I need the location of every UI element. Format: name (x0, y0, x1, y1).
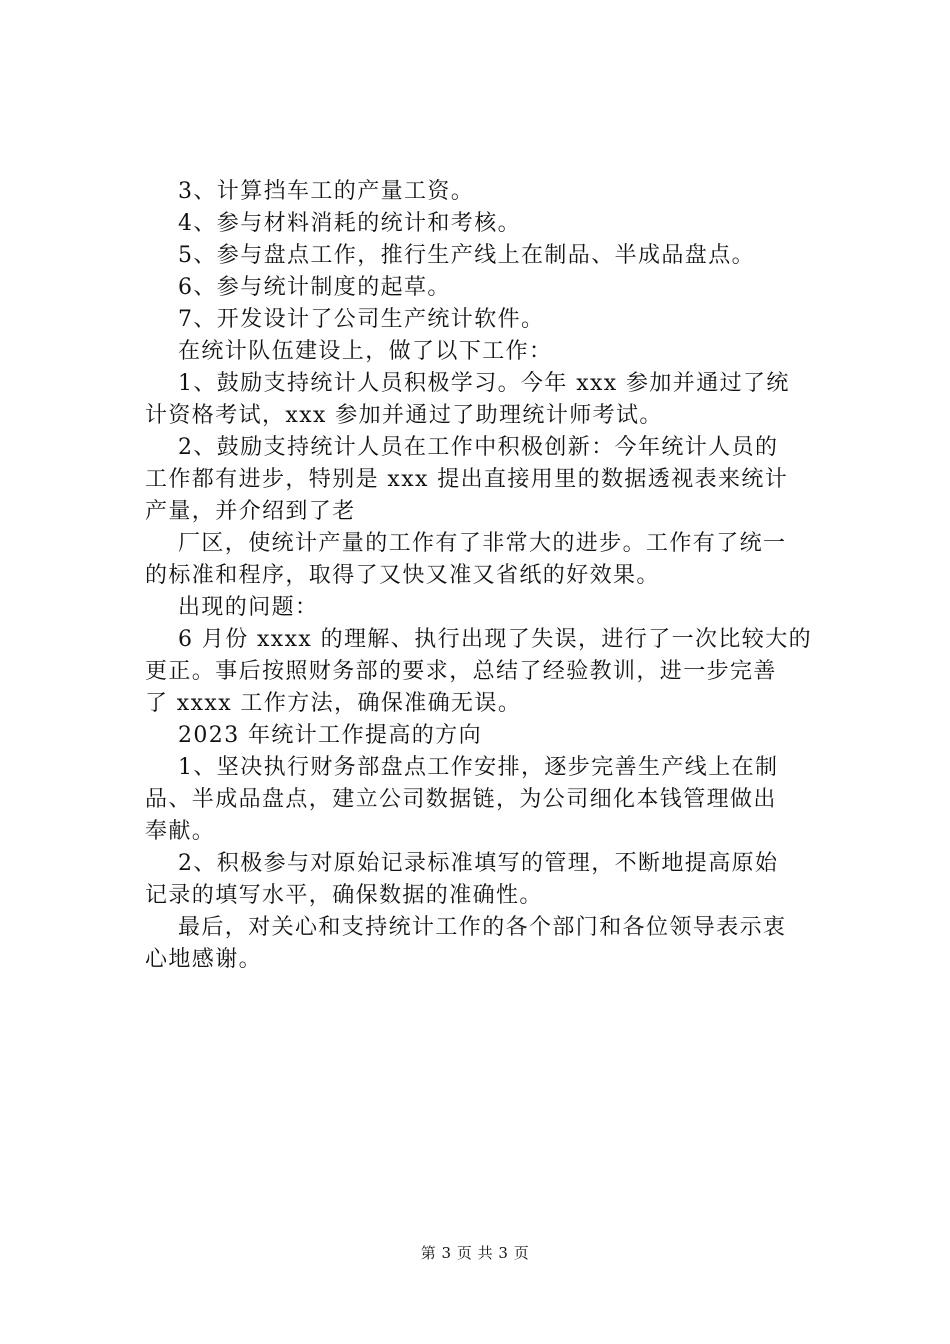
text-line: 6、参与统计制度的起草。 (178, 275, 451, 300)
text-line: 1、坚决执行财务部盘点工作安排，逐步完善生产线上在制 (178, 755, 779, 780)
text-line: 奉献。 (145, 819, 216, 844)
text-line: 的标准和程序，取得了又快又准又省纸的好效果。 (145, 563, 660, 588)
text-line: 2023 年统计工作提高的方向 (178, 723, 482, 748)
text-line: 厂区，使统计产量的工作有了非常大的进步。工作有了统一 (178, 531, 787, 556)
text-line: 品、半成品盘点，建立公司数据链，为公司细化本钱管理做出 (145, 787, 777, 812)
text-line: 3、计算挡车工的产量工资。 (178, 179, 475, 204)
text-line: 6 月份 xxxx 的理解、执行出现了失误，进行了一次比较大的 (178, 627, 813, 652)
text-line: 4、参与材料消耗的统计和考核。 (178, 211, 521, 236)
text-line: 2、积极参与对原始记录标准填写的管理，不断地提高原始 (178, 851, 779, 876)
text-line: 最后，对关心和支持统计工作的各个部门和各位领导表示衷 (178, 915, 787, 940)
text-line: 工作都有进步，特别是 xxx 提出直接用里的数据透视表来统计 (145, 467, 789, 492)
text-line: 2、鼓励支持统计人员在工作中积极创新：今年统计人员的 (178, 435, 779, 460)
text-line: 计资格考试，xxx 参加并通过了助理统计师考试。 (145, 403, 663, 428)
text-line: 更正。事后按照财务部的要求，总结了经验教训，进一步完善 (145, 659, 777, 684)
text-line: 了 xxxx 工作方法，确保准确无误。 (145, 691, 522, 716)
text-line: 5、参与盘点工作，推行生产线上在制品、半成品盘点。 (178, 243, 755, 268)
page-footer: 第 3 页 共 3 页 (420, 1244, 530, 1262)
text-line: 记录的填写水平，确保数据的准确性。 (145, 883, 543, 908)
text-line: 1、鼓励支持统计人员积极学习。今年 xxx 参加并通过了统 (178, 371, 790, 396)
text-line: 在统计队伍建设上，做了以下工作： (178, 339, 553, 364)
text-line: 产量，并介绍到了老 (145, 499, 356, 524)
text-line: 7、开发设计了公司生产统计软件。 (178, 307, 545, 332)
text-line: 心地感谢。 (145, 947, 263, 972)
text-line: 出现的问题： (178, 595, 319, 620)
